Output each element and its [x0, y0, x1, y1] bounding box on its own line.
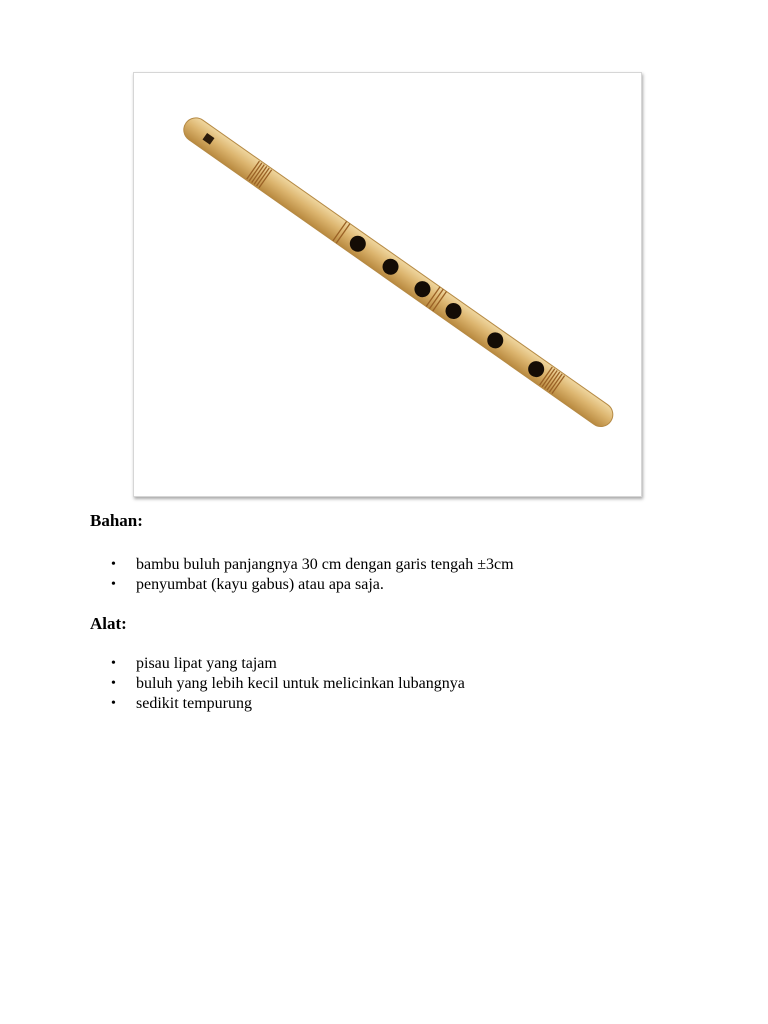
bullet-icon: •: [111, 696, 116, 711]
list-item: • bambu buluh panjangnya 30 cm dengan garis tengah ±3cm: [111, 556, 514, 573]
bullet-icon: •: [111, 557, 116, 572]
bullet-icon: •: [111, 577, 116, 592]
list-item: • buluh yang lebih kecil untuk melicinkan lubangnya: [111, 675, 465, 692]
tools-list: [108, 654, 465, 714]
flute-photo: [133, 72, 642, 497]
list-item: • penyumbat (kayu gabus) atau apa saja.: [111, 576, 384, 593]
tools-heading: Alat:: [90, 614, 127, 633]
bamboo-flute-icon: [134, 73, 641, 496]
materials-list: [108, 555, 514, 595]
list-item: • pisau lipat yang tajam: [111, 655, 277, 672]
list-item: • sedikit tempurung: [111, 695, 252, 712]
bullet-icon: •: [111, 676, 116, 691]
bullet-icon: •: [111, 656, 116, 671]
materials-heading: Bahan:: [90, 511, 143, 530]
